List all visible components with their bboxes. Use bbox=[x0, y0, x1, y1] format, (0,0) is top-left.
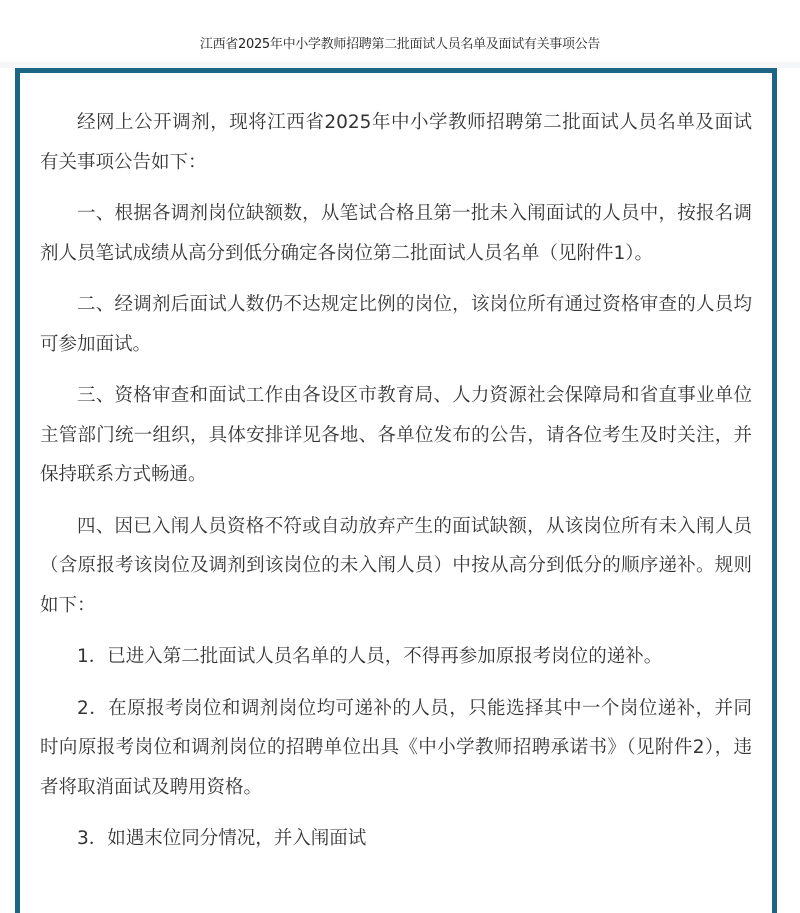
announcement-frame bbox=[15, 68, 777, 913]
paragraph-rule-2: 2．在原报考岗位和调剂岗位均可递补的人员，只能选择其中一个岗位递补，并同时向原报考岗位和调剂岗位的招聘单位出具《中小学教师招聘承诺书》（见附件2），违者将取消面试及聘用资格。 bbox=[40, 697, 752, 798]
paragraph-item-4: 四、因已入闱人员资格不符或自动放弃产生的面试缺额，从该岗位所有未入闱人员（含原报考该岗位及调剂到该岗位的未入闱人员）中按从高分到低分的顺序递补。规则如下： bbox=[40, 515, 752, 616]
paragraph-rule-3: 3．如遇末位同分情况，并入闱面试 bbox=[77, 828, 367, 849]
paragraph-item-2: 二、经调剂后面试人数仍不达规定比例的岗位，该岗位所有通过资格审查的人员均可参加面试。 bbox=[40, 294, 752, 355]
page-title: 江西省2025年中小学教师招聘第二批面试人员名单及面试有关事项公告 bbox=[199, 37, 601, 52]
announcement-body bbox=[40, 103, 752, 871]
paragraph-intro: 经网上公开调剂，现将江西省2025年中小学教师招聘第二批面试人员名单及面试有关事项公告如下： bbox=[40, 112, 752, 173]
page-header bbox=[0, 0, 800, 63]
paragraph-item-3: 三、资格审查和面试工作由各设区市教育局、人力资源社会保障局和省直事业单位主管部门统一组织，具体安排详见各地、各单位发布的公告，请各位考生及时关注，并保持联系方式畅通。 bbox=[40, 385, 752, 485]
paragraph-item-1: 一、根据各调剂岗位缺额数，从笔试合格且第一批未入闱面试的人员中，按报名调剂人员笔试成绩从高分到低分确定各岗位第二批面试人员名单（见附件1）。 bbox=[40, 203, 752, 264]
paragraph-rule-1: 1．已进入第二批面试人员名单的人员，不得再参加原报考岗位的递补。 bbox=[77, 646, 663, 667]
